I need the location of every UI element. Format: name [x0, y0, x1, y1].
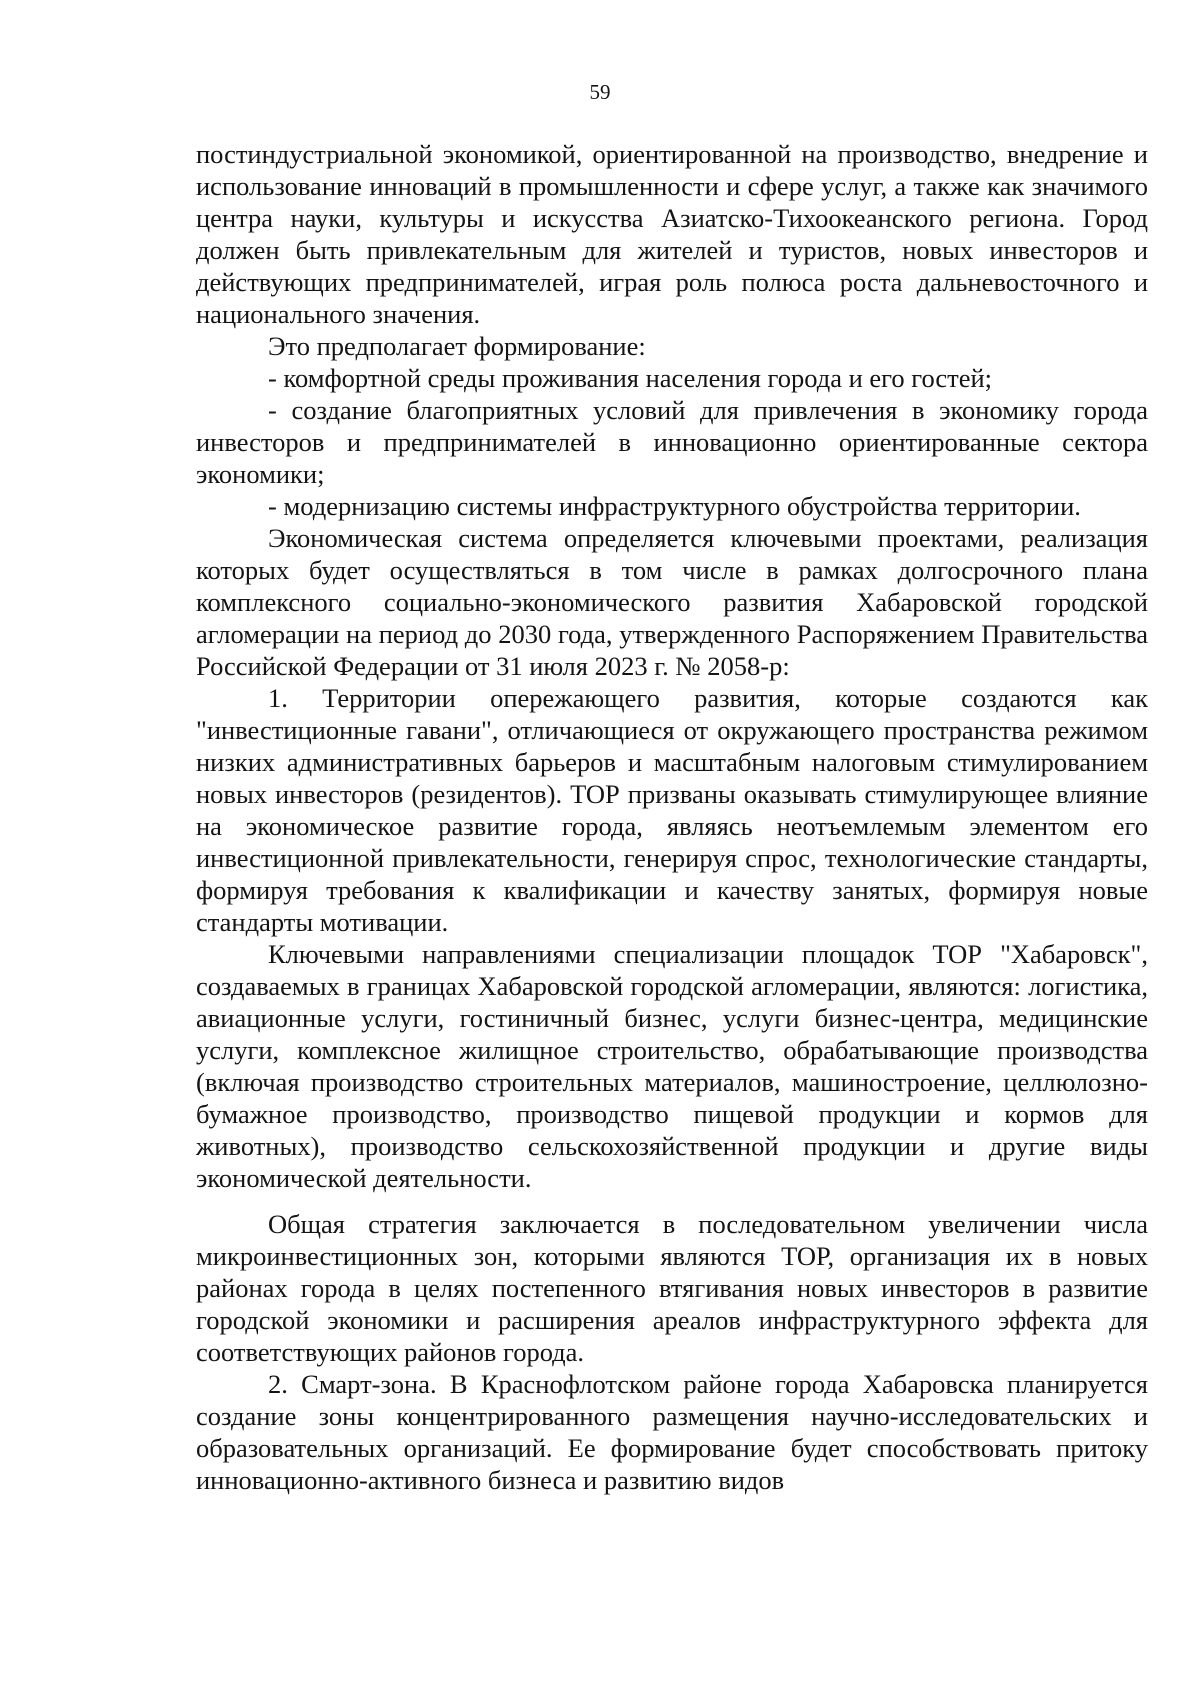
paragraph-key-specializations: Ключевыми направлениями специализации площадок ТОР "Хабаровск", создаваемых в границах Хабаровской городской агломерации, являются: логистика, авиационные услуги, гостиничный бизнес, услуги бизнес-центра, медицинские услуги, комплексное жилищное строительство, обрабатывающие производства (включая производство строительных материалов, машиностроение, целлюлозно-бумажное производство, производство пищевой продукции и кормов для животных), производство сельскохозяйственной продукции и другие виды экономической деятельности. — [196, 939, 1148, 1193]
list-item-infrastructure-modernization: - модернизацию системы инфраструктурного обустройства территории. — [268, 491, 1081, 521]
document-body — [196, 138, 1148, 1496]
paragraph-continuation: постиндустриальной экономикой, ориентированной на производство, внедрение и использование инноваций в промышленности и сфере услуг, а также как значимого центра науки, культуры и искусства Азиатско-Тихоокеанского региона. Город должен быть привлекательным для жителей и туристов, новых инвесторов и действующих предпринимателей, играя роль полюса роста дальневосточного и национального значения. — [196, 139, 1148, 329]
paragraph-advanced-development-territories: 1. Территории опережающего развития, которые создаются как "инвестиционные гавани", отличающиеся от окружающего пространства режимом низких административных барьеров и масштабным налоговым стимулированием новых инвесторов (резидентов). ТОР призваны оказывать стимулирующее влияние на экономическое развитие города, являясь неотъемлемым элементом его инвестиционной привлекательности, генерируя спрос, технологические стандарты, формируя требования к квалификации и качеству занятых, формируя новые стандарты мотивации. — [196, 683, 1148, 937]
paragraph-economic-system: Экономическая система определяется ключевыми проектами, реализация которых будет осуществляться в том числе в рамках долгосрочного плана комплексного социально-экономического развития Хабаровской городской агломерации на период до 2030 года, утвержденного Распоряжением Правительства Российской Федерации от 31 июля 2023 г. № 2058-р: — [196, 523, 1148, 681]
paragraph-general-strategy: Общая стратегия заключается в последовательном увеличении числа микроинвестиционных зон, которыми являются ТОР, организация их в новых районах города в целях постепенного втягивания новых инвесторов в развитие городской экономики и расширения ареалов инфраструктурного эффекта для соответствующих районов города. — [196, 1209, 1148, 1367]
list-item-comfortable-environment: - комфортной среды проживания населения города и его гостей; — [268, 363, 993, 393]
paragraph-smart-zone: 2. Смарт-зона. В Краснофлотском районе города Хабаровска планируется создание зоны концентрированного размещения научно-исследовательских и образовательных организаций. Ее формирование будет способствовать притоку инновационно-активного бизнеса и развитию видов — [196, 1369, 1148, 1495]
paragraph-formation-intro: Это предполагает формирование: — [268, 331, 646, 361]
list-item-investment-conditions: - создание благоприятных условий для привлечения в экономику города инвесторов и предпринимателей в инновационно ориентированные сектора экономики; — [196, 395, 1148, 489]
page-number: 59 — [589, 80, 611, 104]
